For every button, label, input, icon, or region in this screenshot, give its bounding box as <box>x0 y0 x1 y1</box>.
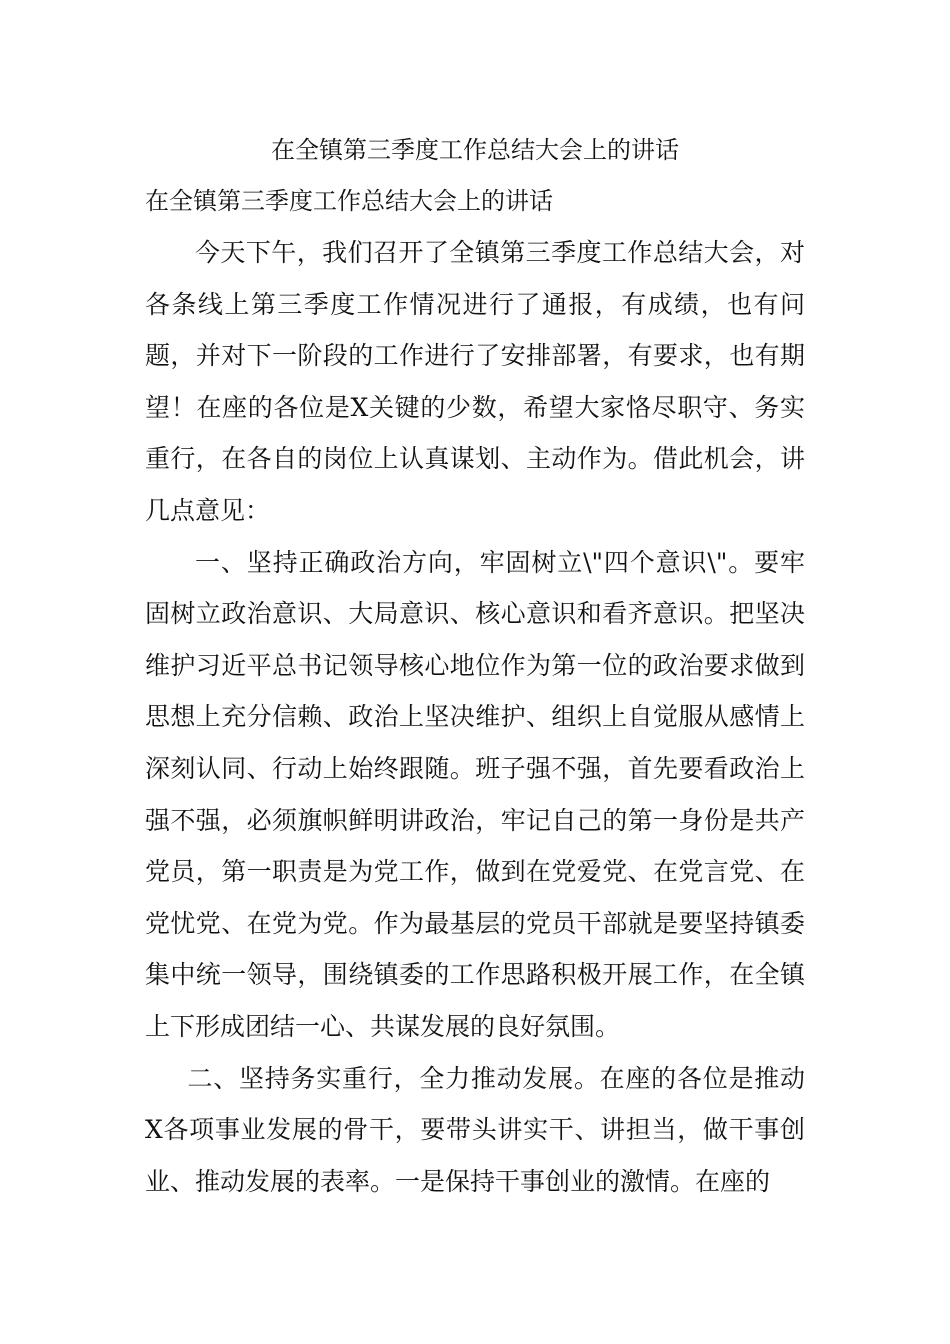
paragraph-section-two: 二、坚持务实重行，全力推动发展。在座的各位是推动X各项事业发展的骨干，要带头讲实干、讲担当，做干事创业、推动发展的表率。一是保持干事创业的激情。在座的 <box>145 1063 805 1196</box>
paragraph-section-one: 一、坚持正确政治方向，牢固树立\"四个意识\"。要牢固树立政治意识、大局意识、核心意识和看齐意识。把坚决维护习近平总书记领导核心地位作为第一位的政治要求做到思想上充分信赖、政治上坚决维护、组织上自觉服从感情上深刻认同、行动上始终跟随。班子强不强，首先要看政治上强不强，必须旗帜鲜明讲政治，牢记自己的第一身份是共产党员，第一职责是为党工作，做到在党爱党、在党言党、在党忧党、在党为党。作为最基层的党员干部就是要坚持镇委集中统一领导，围绕镇委的工作思路积极开展工作，在全镇上下形成团结一心、共谋发展的良好氛围。 <box>145 547 805 1041</box>
paragraph-opening: 今天下午，我们召开了全镇第三季度工作总结大会，对各条线上第三季度工作情况进行了通报，有成绩，也有问题，并对下一阶段的工作进行了安排部署，有要求，也有期望！在座的各位是X关键的少数，希望大家恪尽职守、务实重行，在各自的岗位上认真谋划、主动作为。借此机会，讲几点意见： <box>145 238 805 525</box>
document-body <box>145 227 805 1207</box>
document-subtitle: 在全镇第三季度工作总结大会上的讲话 <box>145 187 553 215</box>
document-title: 在全镇第三季度工作总结大会上的讲话 <box>271 136 679 164</box>
